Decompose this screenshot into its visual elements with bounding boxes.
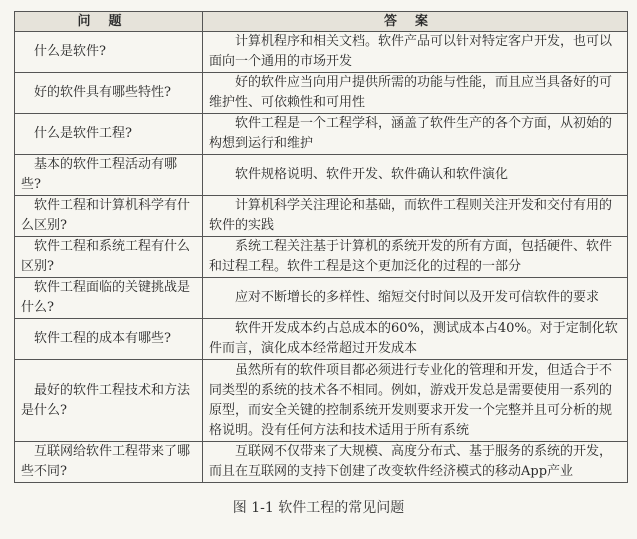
answer-cell: 好的软件应当向用户提供所需的功能与性能，而且应当具备好的可维护性、可依赖性和可用性 bbox=[203, 73, 628, 114]
answer-cell: 应对不断增长的多样性、缩短交付时间以及开发可信软件的要求 bbox=[203, 278, 628, 319]
answer-cell: 软件开发成本约占总成本的60%，测试成本占40%。对于定制化软件而言，演化成本经常超过开发成本 bbox=[203, 319, 628, 360]
table-row bbox=[15, 237, 628, 278]
question-cell: 最好的软件工程技术和方法是什么? bbox=[15, 360, 203, 442]
table-row bbox=[15, 73, 628, 114]
question-cell: 软件工程和系统工程有什么区别? bbox=[15, 237, 203, 278]
faq-table bbox=[14, 11, 628, 483]
table-row bbox=[15, 196, 628, 237]
answer-cell: 计算机程序和相关文档。软件产品可以针对特定客户开发，也可以面向一个通用的市场开发 bbox=[203, 32, 628, 73]
answer-column-header: 答案 bbox=[203, 12, 628, 32]
table-row bbox=[15, 32, 628, 73]
question-cell: 什么是软件工程? bbox=[15, 114, 203, 155]
figure-caption: 图 1-1 软件工程的常见问题 bbox=[232, 500, 405, 516]
question-cell: 软件工程和计算机科学有什么区别? bbox=[15, 196, 203, 237]
table-row bbox=[15, 278, 628, 319]
table-row bbox=[15, 114, 628, 155]
answer-cell: 计算机科学关注理论和基础，而软件工程则关注开发和交付有用的软件的实践 bbox=[203, 196, 628, 237]
question-cell: 互联网给软件工程带来了哪些不同? bbox=[15, 442, 203, 483]
question-cell: 软件工程的成本有哪些? bbox=[15, 319, 203, 360]
answer-cell: 软件工程是一个工程学科，涵盖了软件生产的各个方面，从初始的构想到运行和维护 bbox=[203, 114, 628, 155]
table-row bbox=[15, 360, 628, 442]
table-header-row bbox=[15, 12, 628, 32]
table-row bbox=[15, 442, 628, 483]
question-cell: 好的软件具有哪些特性? bbox=[15, 73, 203, 114]
answer-cell: 软件规格说明、软件开发、软件确认和软件演化 bbox=[203, 155, 628, 196]
question-cell: 什么是软件? bbox=[15, 32, 203, 73]
question-cell: 基本的软件工程活动有哪些? bbox=[15, 155, 203, 196]
question-cell: 软件工程面临的关键挑战是什么? bbox=[15, 278, 203, 319]
table-row bbox=[15, 155, 628, 196]
question-column-header: 问题 bbox=[15, 12, 203, 32]
answer-cell: 系统工程关注基于计算机的系统开发的所有方面，包括硬件、软件和过程工程。软件工程是这个更加泛化的过程的一部分 bbox=[203, 237, 628, 278]
answer-cell: 互联网不仅带来了大规模、高度分布式、基于服务的系统的开发，而且在互联网的支持下创建了改变软件经济模式的移动App产业 bbox=[203, 442, 628, 483]
answer-cell: 虽然所有的软件项目都必须进行专业化的管理和开发，但适合于不同类型的系统的技术各不相同。例如，游戏开发总是需要使用一系列的原型，而安全关键的控制系统开发则要求开发一个完整并且可分析的规格说明。没有任何方法和技术适用于所有系统 bbox=[203, 360, 628, 442]
table-row bbox=[15, 319, 628, 360]
